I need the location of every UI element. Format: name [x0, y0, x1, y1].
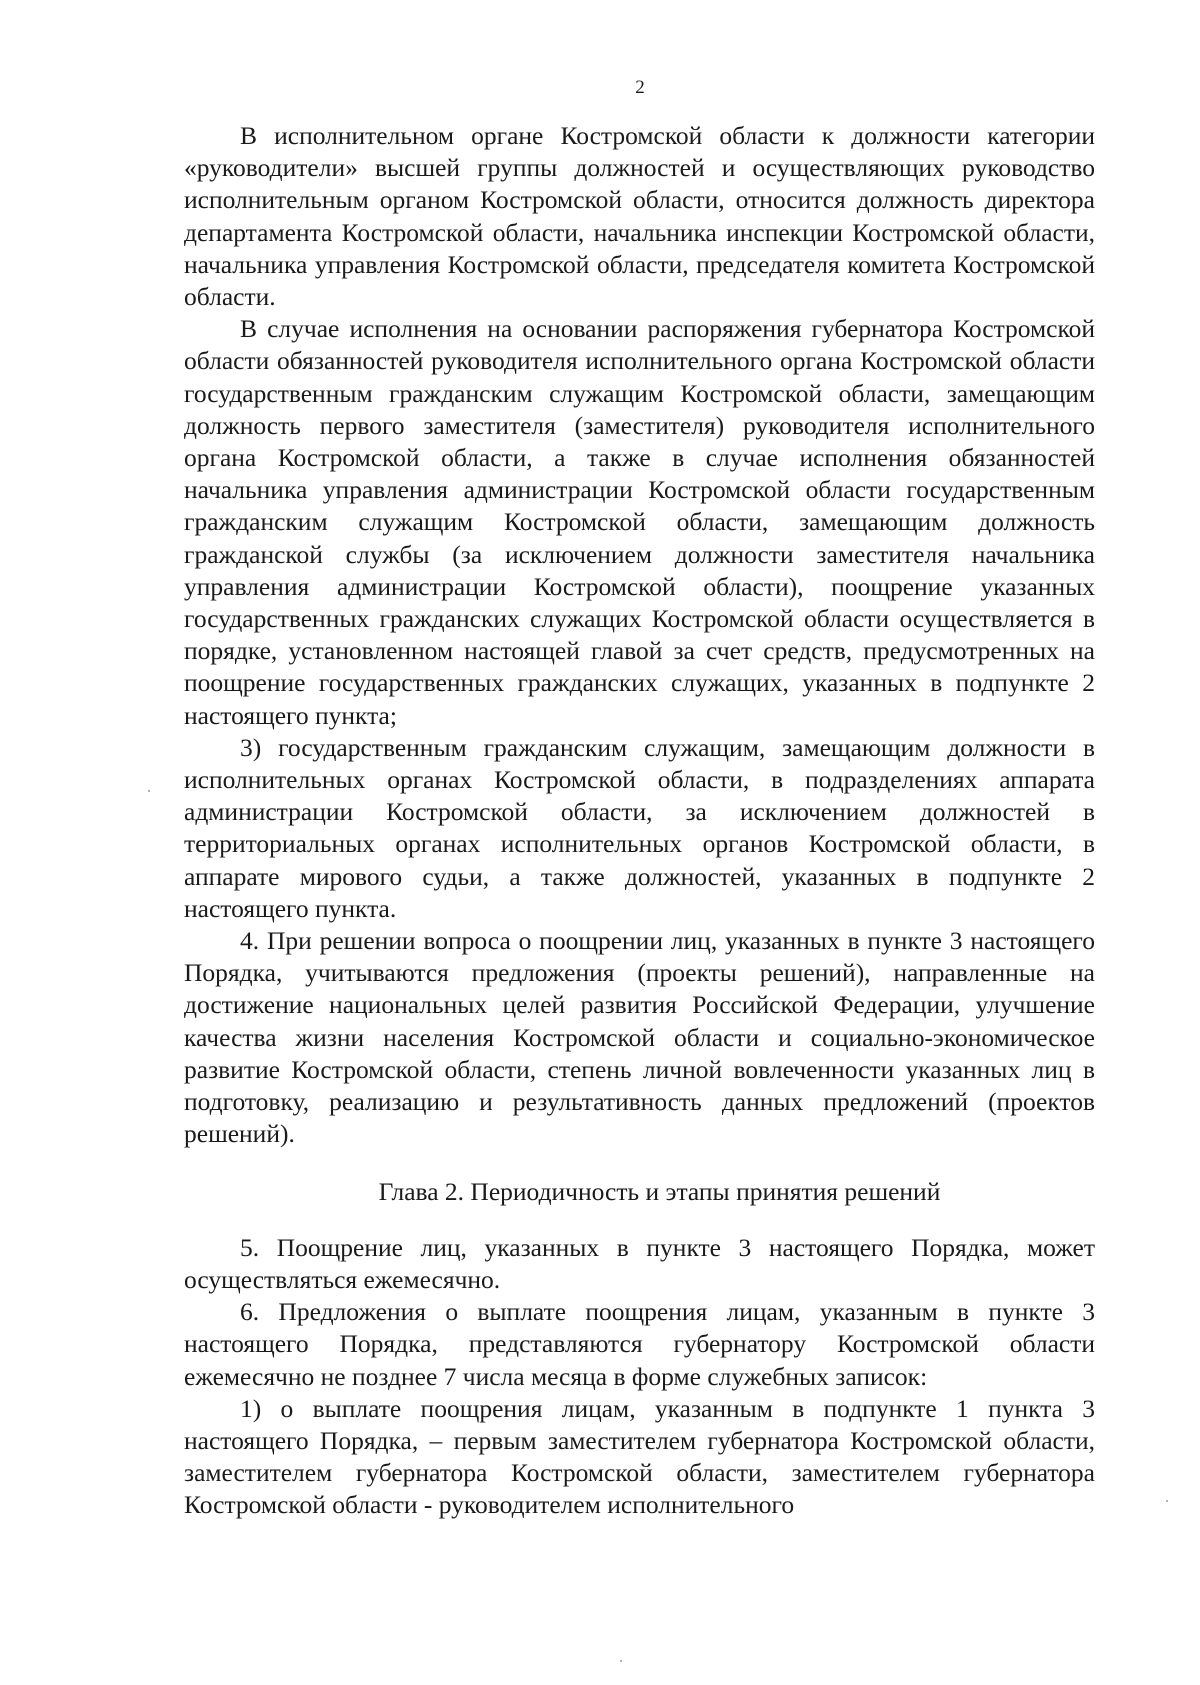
paragraph-6: 6. Предложения о выплате поощрения лицам, указанным в пункте 3 настоящего Порядка, представляются губернатору Костромской области ежемесячно не позднее 7 числа месяца в форме служебных записок:: [184, 1297, 1095, 1391]
paragraph-5: 5. Поощрение лиц, указанных в пункте 3 настоящего Порядка, может осуществляться ежемесячно.: [184, 1232, 1095, 1294]
scan-speck: [1166, 1500, 1168, 1502]
paragraph-7: 1) о выплате поощрения лицам, указанным в подпункте 1 пункта 3 настоящего Порядка, – первым заместителем губернатора Костромской области, заместителем губернатора Костромской области, заместителем губернатора Костромской области - руководителем исполнительного: [184, 1393, 1095, 1520]
scan-speck: [620, 1660, 622, 1662]
paragraph-2: В случае исполнения на основании распоряжения губернатора Костромской области обязанностей руководителя исполнительного органа Костромской области государственным гражданским служащим Костромской области, замещающим должность первого заместителя (заместителя) руководителя исполнительного органа Костромской области, а также в случае исполнения обязанностей начальника управления администрации Костромской области государственным гражданским служащим Костромской области, замещающим должность гражданской службы (за исключением должности заместителя начальника управления администрации Костромской области), поощрение указанных государственных гражданских служащих Костромской области осуществляется в порядке, установленном настоящей главой за счет средств, предусмотренных на поощрение государственных гражданских служащих, указанных в подпункте 2 настоящего пункта;: [184, 314, 1095, 730]
paragraph-4: 4. При решении вопроса о поощрении лиц, указанных в пункте 3 настоящего Порядка, учитываются предложения (проекты решений), направленные на достижение национальных целей развития Российской Федерации, улучшение качества жизни населения Костромской области и социально-экономическое развитие Костромской области, степень личной вовлеченности указанных лиц в подготовку, реализацию и результативность данных предложений (проектов решений).: [184, 926, 1095, 1149]
document-body: [184, 120, 1095, 1522]
paragraph-3: 3) государственным гражданским служащим, замещающим должности в исполнительных органах Костромской области, в подразделениях аппарата администрации Костромской области, за исключением должностей в территориальных органах исполнительных органов Костромской области, в аппарате мирового судьи, а также должностей, указанных в подпункте 2 настоящего пункта.: [184, 732, 1095, 923]
scan-speck: [148, 790, 150, 792]
chapter-heading: Глава 2. Периодичность и этапы принятия решений: [378, 1176, 941, 1206]
page-number: 2: [635, 77, 645, 98]
paragraph-1: В исполнительном органе Костромской области к должности категории «руководители» высшей группы должностей и осуществляющих руководство исполнительным органом Костромской области, относится должность директора департамента Костромской области, начальника инспекции Костромской области, начальника управления Костромской области, председателя комитета Костромской области.: [184, 121, 1095, 312]
